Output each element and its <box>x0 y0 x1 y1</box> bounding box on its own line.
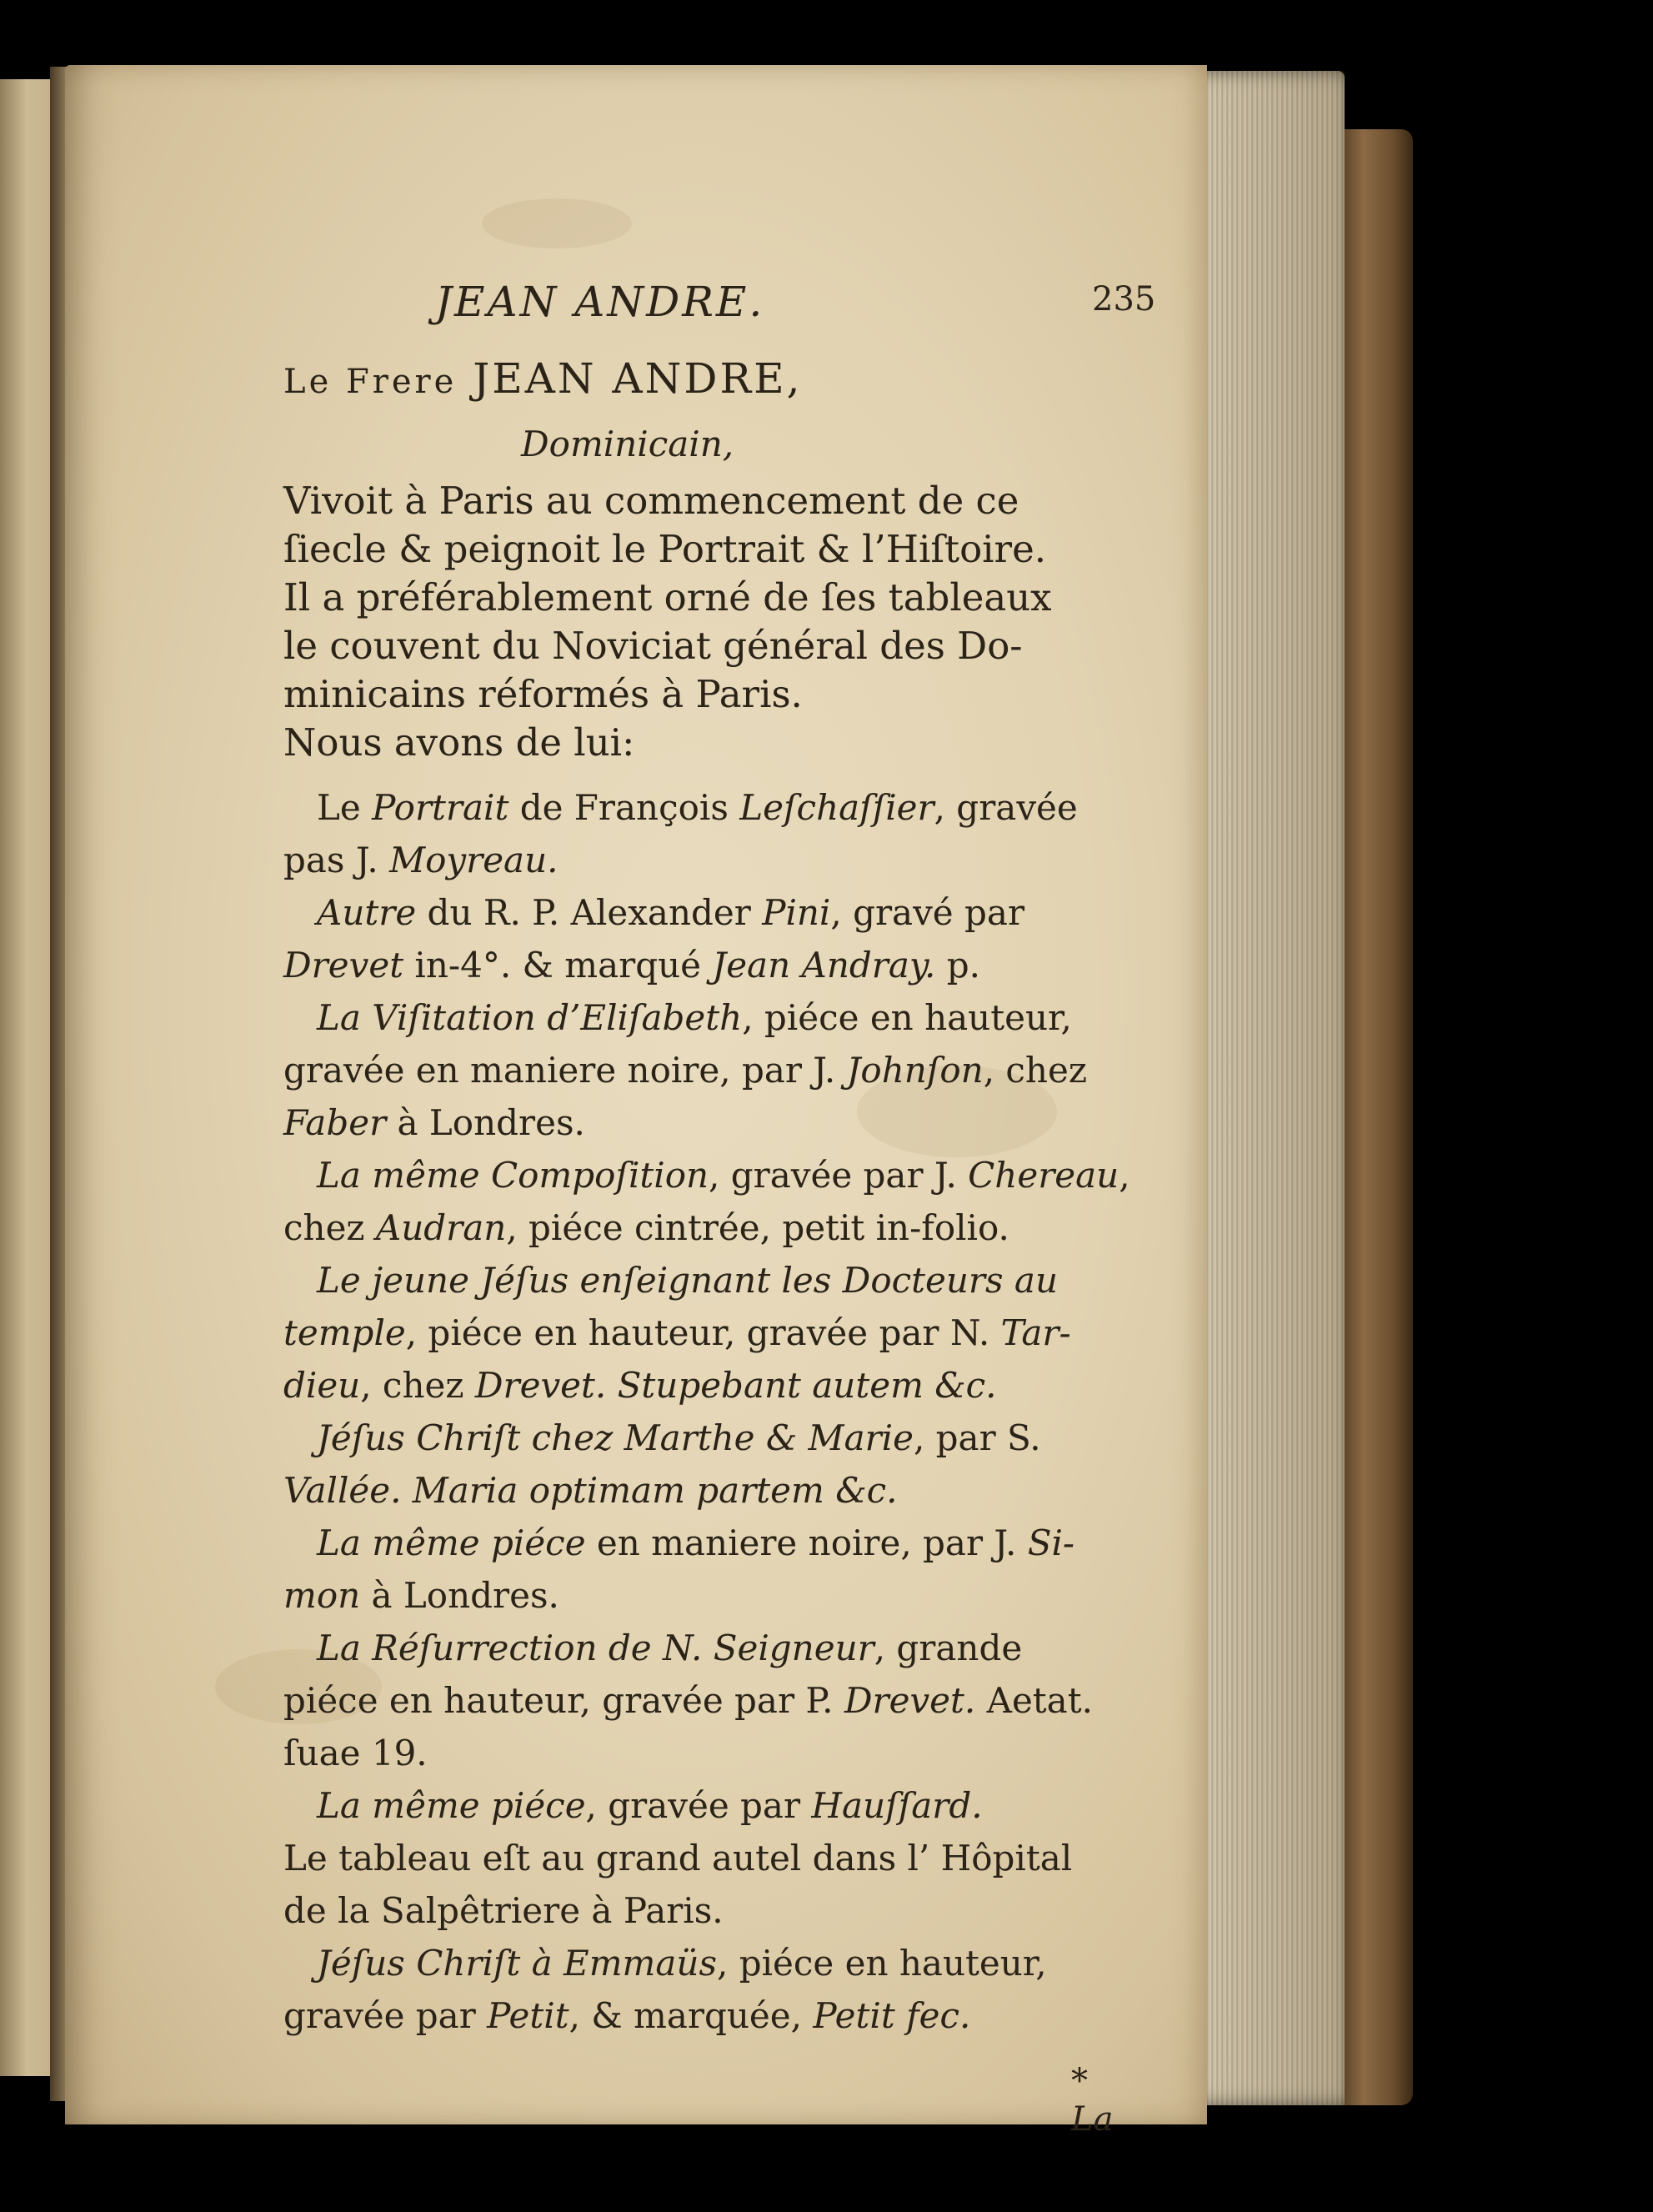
roman-text: , chez <box>983 1050 1087 1091</box>
works-line <box>283 1733 428 1773</box>
works-line <box>283 1365 997 1406</box>
works-line <box>317 787 1078 828</box>
works-line <box>283 840 559 880</box>
biography-line: Il a préférablement orné de ſes tableaux <box>283 575 1052 619</box>
roman-text: , piéce cintrée, petit in-folio. <box>506 1207 1009 1248</box>
entry-subtitle: Dominicain, <box>521 424 734 464</box>
italic-text: temple <box>283 1312 406 1353</box>
roman-text: , & marquée, <box>569 1995 814 2036</box>
biography-line: minicains réformés à Paris. <box>283 672 803 716</box>
italic-text: Petit fec. <box>813 1995 971 2036</box>
works-line <box>317 997 1072 1038</box>
italic-text: Jean Andray. <box>712 945 936 986</box>
italic-text: Jéſus Chriſt chez Marthe & Marie <box>317 1417 914 1458</box>
works-line <box>317 892 1025 933</box>
works-line <box>283 945 980 986</box>
roman-text: , gravée par <box>585 1785 812 1826</box>
italic-text: Si- <box>1027 1522 1075 1563</box>
works-line <box>283 1890 724 1931</box>
italic-text: Audran <box>375 1207 507 1248</box>
roman-text: de la Salpêtriere à Paris. <box>283 1890 724 1931</box>
italic-text: Drevet. <box>844 1680 976 1721</box>
italic-text: Drevet <box>283 945 404 986</box>
entry-title-prefix: Le Frere <box>283 363 458 401</box>
works-line <box>317 1417 1041 1458</box>
roman-text: , piéce en hauteur, <box>742 997 1072 1038</box>
entry-title-name: JEAN ANDRE, <box>473 354 803 403</box>
catchword-line <box>1071 2062 1113 2139</box>
cover-board <box>1342 129 1413 2105</box>
roman-text: de François <box>508 787 740 828</box>
works-line <box>317 1943 1047 1984</box>
italic-text: La Viſitation d’Eliſabeth <box>317 997 743 1038</box>
roman-text: , <box>1119 1155 1130 1196</box>
italic-text: mon <box>283 1575 361 1616</box>
italic-text: Le jeune Jéſus enſeignant les Docteurs au <box>317 1260 1058 1301</box>
roman-text: ſuae 19. <box>283 1733 428 1773</box>
roman-text: , par S. <box>913 1417 1041 1458</box>
roman-text: , grande <box>874 1628 1023 1668</box>
italic-text: dieu <box>283 1365 361 1406</box>
roman-text: chez <box>283 1207 376 1248</box>
works-intro: Nous avons de lui: <box>283 720 635 765</box>
roman-text: gravée par <box>283 1995 488 2036</box>
italic-text: La même piéce <box>317 1522 586 1563</box>
book-page <box>65 65 1207 2139</box>
roman-text: , piéce en hauteur, gravée par N. <box>405 1312 1001 1353</box>
works-line <box>317 1155 1130 1196</box>
roman-text: pas J. <box>283 840 390 880</box>
paper-stain <box>482 198 632 248</box>
page-number: 235 <box>1092 280 1156 319</box>
italic-text: Vallée. <box>283 1470 402 1511</box>
roman-text: , gravé par <box>830 892 1025 933</box>
works-line <box>283 1207 1009 1248</box>
entry-title <box>283 354 802 403</box>
roman-text: à Londres. <box>386 1102 585 1143</box>
works-line <box>317 1628 1023 1668</box>
roman-text: gravée en maniere noire, par J. <box>283 1050 847 1091</box>
roman-text: , chez <box>360 1365 475 1406</box>
italic-text: Chereau <box>968 1155 1120 1196</box>
italic-text: Stupebant autem &c. <box>606 1365 997 1406</box>
italic-text: Faber <box>283 1102 387 1143</box>
roman-text: Le tableau eſt au grand autel dans l’ Hôpital <box>283 1838 1073 1878</box>
signature-mark: * <box>1071 2062 1088 2100</box>
italic-text: Drevet. <box>474 1365 607 1406</box>
italic-text: Moyreau. <box>389 840 559 880</box>
roman-text: à Londres. <box>360 1575 559 1616</box>
italic-text: Autre <box>317 892 417 933</box>
works-line <box>283 1995 971 2036</box>
italic-text: La même piéce <box>317 1785 586 1826</box>
works-line <box>283 1470 898 1511</box>
roman-text: p. <box>935 945 980 986</box>
works-line <box>283 1312 1071 1353</box>
biography-line: Vivoit à Paris au commencement de ce <box>283 479 1019 523</box>
roman-text: , gravée par J. <box>709 1155 969 1196</box>
roman-text: Aetat. <box>975 1680 1093 1721</box>
works-line <box>317 1785 983 1826</box>
works-line <box>283 1050 1087 1091</box>
italic-text: Leſchaſſier <box>739 787 934 828</box>
italic-text: La Réſurrection de N. Seigneur <box>317 1628 874 1668</box>
roman-text: Le <box>317 787 373 828</box>
roman-text: piéce en hauteur, gravée par P. <box>283 1680 844 1721</box>
works-line <box>283 1102 585 1143</box>
biography-line: ſiecle & peignoit le Portrait & l’Hiſtoire. <box>283 527 1047 571</box>
italic-text: Petit <box>487 1995 569 2036</box>
works-line <box>317 1522 1075 1563</box>
works-line <box>283 1575 559 1616</box>
roman-text: en maniere noire, par J. <box>585 1522 1028 1563</box>
italic-text: Tar- <box>1000 1312 1071 1353</box>
italic-text: Jéſus Chriſt à Emmaüs <box>317 1943 718 1984</box>
roman-text: du R. P. Alexander <box>416 892 763 933</box>
italic-text: Pini <box>762 892 831 933</box>
italic-text: Portrait <box>372 787 509 828</box>
italic-text: La même Compoſition <box>317 1155 709 1196</box>
biography-line: le couvent du Noviciat général des Do- <box>283 624 1023 668</box>
roman-text: in-4°. & marqué <box>403 945 713 986</box>
works-line <box>283 1680 1093 1721</box>
italic-text: Johnſon <box>846 1050 984 1091</box>
italic-text: Maria optimam partem &c. <box>401 1470 898 1511</box>
catchword: La <box>1071 2100 1114 2139</box>
works-line <box>283 1838 1073 1878</box>
fore-edge-shadow <box>1199 71 1345 2105</box>
italic-text: Hauſſard. <box>811 1785 983 1826</box>
roman-text: , gravée <box>934 787 1078 828</box>
works-line <box>317 1260 1058 1301</box>
roman-text: , piéce en hauteur, <box>717 1943 1047 1984</box>
running-title: JEAN ANDRE. <box>435 278 765 326</box>
